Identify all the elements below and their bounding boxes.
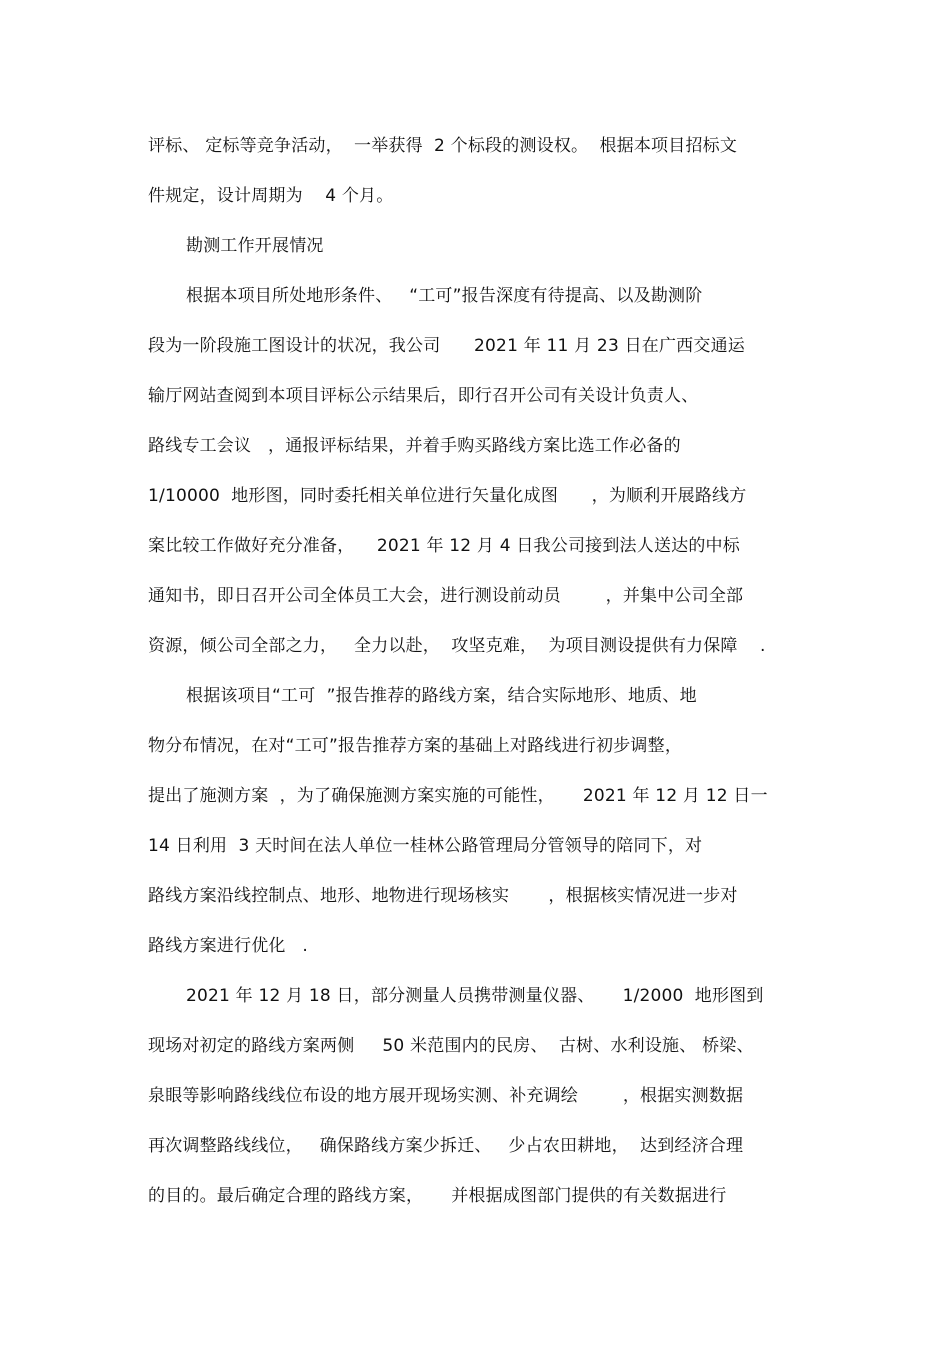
text-line-17: 路线方案进行优化 .	[148, 936, 309, 956]
text-line-16: 路线方案沿线控制点、地形、地物进行现场核实 ，根据核实情况进一步对	[148, 886, 738, 906]
text-line-5: 段为一阶段施工图设计的状况，我公司 2021 年 11 月 23 日在广西交通运	[148, 336, 745, 356]
text-line-13: 物分布情况，在对“工可”报告推荐方案的基础上对路线进行初步调整，	[148, 736, 683, 756]
text-line-1: 评标、 定标等竞争活动， 一举获得 2 个标段的测设权。 根据本项目招标文	[148, 136, 738, 156]
text-line-6: 输厅网站查阅到本项目评标公示结果后，即行召开公司有关设计负责人、	[148, 386, 699, 406]
text-line-8: 1/10000 地形图，同时委托相关单位进行矢量化成图 ，为顺利开展路线方	[148, 486, 747, 506]
text-line-22: 的目的。最后确定合理的路线方案， 并根据成图部门提供的有关数据进行	[148, 1186, 727, 1206]
text-line-10: 通知书，即日召开公司全体员工大会，进行测设前动员 ，并集中公司全部	[148, 586, 744, 606]
text-line-14: 提出了施测方案 ，为了确保施测方案实施的可能性， 2021 年 12 月 12 日一	[148, 786, 768, 806]
text-line-15: 14 日利用 3 天时间在法人单位一桂林公路管理局分管领导的陪同下，对	[148, 836, 703, 856]
text-line-9: 案比较工作做好充分准备， 2021 年 12 月 4 日我公司接到法人送达的中标	[148, 536, 740, 556]
text-line-4: 根据本项目所处地形条件、 “工可”报告深度有待提高、以及勘测阶	[186, 286, 703, 306]
text-line-21: 再次调整路线线位， 确保路线方案少拆迁、 少占农田耕地， 达到经济合理	[148, 1136, 744, 1156]
text-line-2: 件规定，设计周期为 4 个月。	[148, 186, 394, 206]
text-line-19: 现场对初定的路线方案两侧 50 米范围内的民房、 古树、水利设施、 桥梁、	[148, 1036, 754, 1056]
text-line-20: 泉眼等影响路线线位布设的地方展开现场实测、补充调绘 ，根据实测数据	[148, 1086, 744, 1106]
text-line-12: 根据该项目“工可 ”报告推荐的路线方案，结合实际地形、地质、地	[186, 686, 697, 706]
section-heading: 勘测工作开展情况	[186, 236, 324, 256]
text-line-18: 2021 年 12 月 18 日，部分测量人员携带测量仪器、 1/2000 地形图到	[186, 986, 764, 1006]
text-line-11: 资源，倾公司全部之力， 全力以赴， 攻坚克难， 为项目测设提供有力保障 .	[148, 636, 766, 656]
text-line-7: 路线专工会议 ，通报评标结果，并着手购买路线方案比选工作必备的	[148, 436, 681, 456]
